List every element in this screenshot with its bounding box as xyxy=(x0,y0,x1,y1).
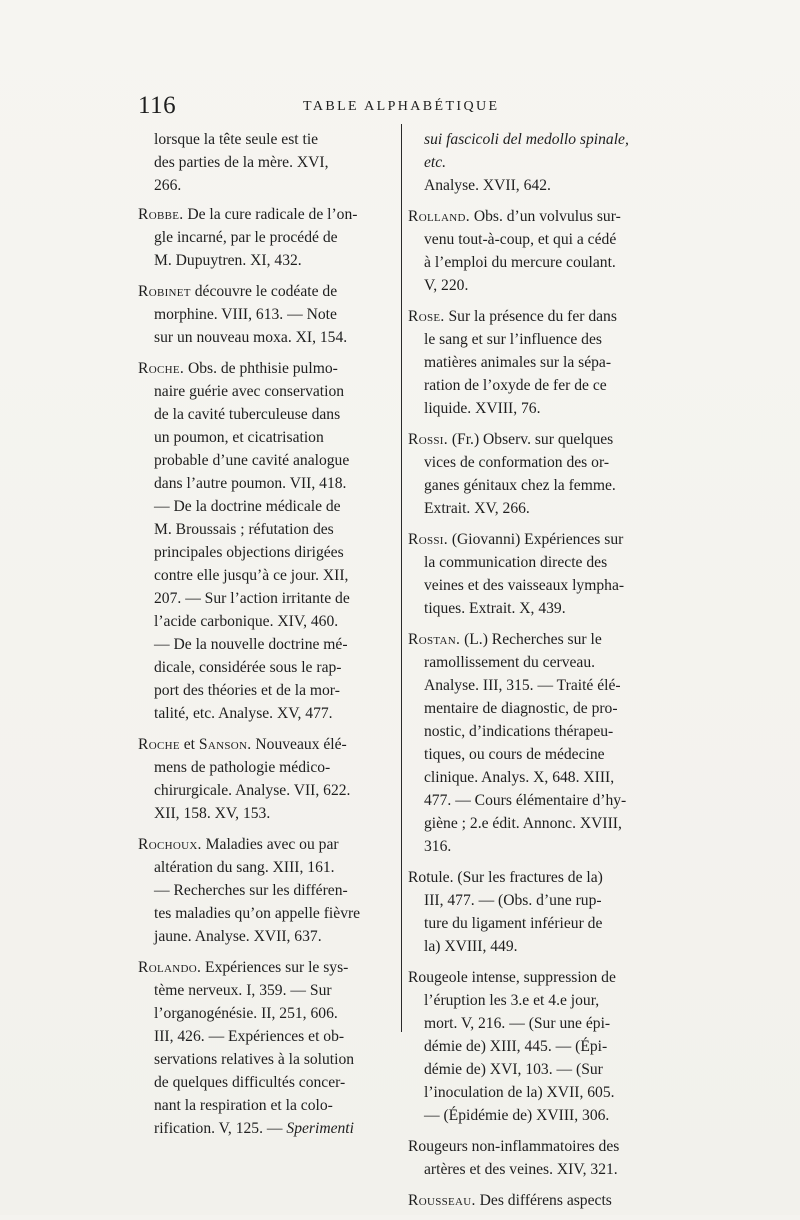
entry-text: Obs. de phthisie pulmo- xyxy=(184,360,338,377)
entry-text: port des théories et de la mor- xyxy=(154,682,340,699)
entry-line xyxy=(138,610,386,633)
entry-line xyxy=(408,251,656,274)
entry-line xyxy=(408,1012,656,1035)
entry-line xyxy=(138,656,386,679)
entry-line xyxy=(138,472,386,495)
entry-line xyxy=(408,1035,656,1058)
entry-line xyxy=(138,779,386,802)
entry-text: M. Broussais ; réfutation des xyxy=(154,521,334,538)
entry-text: tème nerveux. I, 359. — Sur xyxy=(154,982,332,999)
entry-line xyxy=(408,228,656,251)
entry-headword: Rose. xyxy=(408,308,445,325)
entry-line xyxy=(138,174,386,197)
entry-line xyxy=(138,956,386,979)
entry-line xyxy=(138,587,386,610)
entry-text: de la cavité tuberculeuse dans xyxy=(154,406,341,423)
entry-line xyxy=(408,151,656,174)
entry-text: la communication directe des xyxy=(424,554,608,571)
entry-text: nant la respiration et la colo- xyxy=(154,1097,333,1114)
entry-line xyxy=(408,789,656,812)
right-column xyxy=(408,128,656,1220)
entry-line xyxy=(408,674,656,697)
entry-text: probable d’une cavité analogue xyxy=(154,452,350,469)
entry-line xyxy=(408,989,656,1012)
entry-text: 316. xyxy=(424,838,452,855)
entry-text: giène ; 2.e édit. Annonc. XVIII, xyxy=(424,815,622,832)
entry-text: liquide. XVIII, 76. xyxy=(424,400,541,417)
index-entry xyxy=(408,305,656,420)
entry-text: venu tout-à-coup, et qui a cédé xyxy=(424,231,617,248)
entry-headword: Rolland. xyxy=(408,208,470,225)
index-entry xyxy=(408,1189,656,1212)
entry-text: Rougeole intense, suppression de xyxy=(408,969,616,986)
entry-line xyxy=(138,380,386,403)
entry-text: — (Épidémie de) XVIII, 306. xyxy=(424,1107,610,1124)
index-entry xyxy=(138,128,386,197)
entry-text: sur un nouveau moxa. XI, 154. xyxy=(154,329,348,346)
entry-line xyxy=(408,274,656,297)
entry-line xyxy=(408,174,656,197)
entry-text: tiques. Extrait. X, 439. xyxy=(424,600,566,617)
entry-text: dicale, considérée sous le rap- xyxy=(154,659,342,676)
entry-line xyxy=(138,879,386,902)
entry-text: la) XVIII, 449. xyxy=(424,938,518,955)
entry-line xyxy=(408,628,656,651)
entry-text: Extrait. XV, 266. xyxy=(424,500,530,517)
entry-text: V, 220. xyxy=(424,277,469,294)
entry-line xyxy=(138,203,386,226)
entry-text: Rotule. (Sur les fractures de la) xyxy=(408,869,603,886)
entry-line xyxy=(408,651,656,674)
entry-text: le sang et sur l’influence des xyxy=(424,331,602,348)
entry-line xyxy=(408,1104,656,1127)
entry-line xyxy=(138,756,386,779)
entry-text: (Giovanni) Expériences sur xyxy=(447,531,624,548)
entry-line xyxy=(138,1002,386,1025)
entry-line xyxy=(408,1058,656,1081)
entry-text: gle incarné, par le procédé de xyxy=(154,229,338,246)
entry-line xyxy=(408,866,656,889)
entry-headword: Sanson. xyxy=(198,736,252,753)
entry-line xyxy=(408,935,656,958)
left-column xyxy=(138,128,386,1148)
entry-text: et xyxy=(179,736,199,753)
entry-headword: Rolando. xyxy=(138,959,202,976)
page-number: 116 xyxy=(138,92,177,119)
index-entry xyxy=(408,966,656,1127)
italic-title-fragment: Sperimenti xyxy=(282,1120,354,1137)
entry-line xyxy=(408,351,656,374)
entry-headword: Rossi. xyxy=(408,431,448,448)
index-entry xyxy=(408,1135,656,1181)
entry-text: 477. — Cours élémentaire d’hy- xyxy=(424,792,627,809)
entry-line xyxy=(138,303,386,326)
entry-text: l’éruption les 3.e et 4.e jour, xyxy=(424,992,600,1009)
entry-text: 266. xyxy=(154,177,182,194)
entry-line xyxy=(138,426,386,449)
running-title: TABLE ALPHABÉTIQUE xyxy=(303,99,500,114)
entry-line xyxy=(408,912,656,935)
entry-line xyxy=(408,1158,656,1181)
entry-text: III, 477. — (Obs. d’une rup- xyxy=(424,892,602,909)
index-entry xyxy=(408,205,656,297)
entry-headword: Rossi. xyxy=(408,531,448,548)
index-entry xyxy=(408,528,656,620)
entry-line xyxy=(408,374,656,397)
index-entry xyxy=(138,203,386,272)
entry-text: Nouveaux élé- xyxy=(251,736,347,753)
entry-text: jaune. Analyse. XVII, 637. xyxy=(154,928,322,945)
entry-text: mort. V, 216. — (Sur une épi- xyxy=(424,1015,611,1032)
entry-line xyxy=(408,835,656,858)
entry-text: Expériences sur le sys- xyxy=(201,959,349,976)
entry-line xyxy=(408,743,656,766)
entry-text: sui fascicoli del medollo spinale, xyxy=(424,131,629,148)
entry-text: Analyse. III, 315. — Traité élé- xyxy=(424,677,621,694)
entry-line xyxy=(408,1135,656,1158)
index-entry xyxy=(138,833,386,948)
entry-text: matières animales sur la sépa- xyxy=(424,354,612,371)
entry-text: de quelques difficultés concer- xyxy=(154,1074,346,1091)
entry-line xyxy=(138,326,386,349)
entry-text: morphine. VIII, 613. — Note xyxy=(154,306,337,323)
entry-text: (L.) Recherches sur le xyxy=(460,631,602,648)
entry-line xyxy=(408,428,656,451)
entry-line xyxy=(138,403,386,426)
index-entry xyxy=(408,628,656,858)
entry-line xyxy=(408,397,656,420)
entry-text: naire guérie avec conservation xyxy=(154,383,345,400)
entry-line xyxy=(408,497,656,520)
index-entry xyxy=(408,428,656,520)
entry-line xyxy=(408,551,656,574)
entry-text: chirurgicale. Analyse. VII, 622. xyxy=(154,782,351,799)
entry-line xyxy=(408,451,656,474)
entry-text: artères et des veines. XIV, 321. xyxy=(424,1161,618,1178)
entry-line xyxy=(138,925,386,948)
entry-line xyxy=(138,541,386,564)
entry-line xyxy=(408,528,656,551)
entry-line xyxy=(138,679,386,702)
entry-text: ration de l’oxyde de fer de ce xyxy=(424,377,607,394)
entry-text: servations relatives à la solution xyxy=(154,1051,355,1068)
entry-line xyxy=(138,1094,386,1117)
entry-text: Analyse. XVII, 642. xyxy=(424,177,551,194)
entry-text: rification. V, 125. — xyxy=(154,1120,283,1137)
entry-text: mens de pathologie médico- xyxy=(154,759,331,776)
entry-text: tiques, ou cours de médecine xyxy=(424,746,605,763)
entry-line xyxy=(138,1071,386,1094)
entry-text: lorsque la tête seule est tie xyxy=(154,131,319,148)
entry-headword: Robinet xyxy=(138,283,191,300)
entry-headword: Robbe. xyxy=(138,206,184,223)
entry-text: etc. xyxy=(424,154,447,171)
entry-line xyxy=(138,357,386,380)
entry-text: veines et des vaisseaux lympha- xyxy=(424,577,625,594)
entry-text: mentaire de diagnostic, de pro- xyxy=(424,700,618,717)
entry-text: Rougeurs non-inflammatoires des xyxy=(408,1138,620,1155)
entry-line xyxy=(138,449,386,472)
entry-text: dans l’autre poumon. VII, 418. xyxy=(154,475,347,492)
entry-line xyxy=(408,474,656,497)
entry-text: Sur la présence du fer dans xyxy=(444,308,617,325)
page-header xyxy=(138,92,638,124)
entry-headword: Roche xyxy=(138,736,180,753)
entry-line xyxy=(408,812,656,835)
entry-line xyxy=(408,574,656,597)
entry-line xyxy=(138,902,386,925)
entry-text: découvre le codéate de xyxy=(190,283,338,300)
entry-line xyxy=(138,1025,386,1048)
entry-line xyxy=(408,697,656,720)
entry-line xyxy=(138,733,386,756)
entry-line xyxy=(408,205,656,228)
entry-line xyxy=(408,597,656,620)
index-entry xyxy=(408,128,656,174)
entry-text: des parties de la mère. XVI, xyxy=(154,154,329,171)
entry-line xyxy=(408,305,656,328)
entry-text: contre elle jusqu’à ce jour. XII, xyxy=(154,567,349,584)
entry-text: ramollissement du cerveau. xyxy=(424,654,596,671)
entry-line xyxy=(138,1048,386,1071)
entry-line xyxy=(138,495,386,518)
entry-text: 207. — Sur l’action irritante de xyxy=(154,590,350,607)
entry-text: (Fr.) Observ. sur quelques xyxy=(447,431,614,448)
entry-line xyxy=(138,226,386,249)
entry-line xyxy=(138,1117,386,1140)
entry-text: démie de) XIII, 445. — (Épi- xyxy=(424,1038,608,1055)
entry-text: — De la nouvelle doctrine mé- xyxy=(154,636,348,653)
entry-line xyxy=(138,564,386,587)
entry-line xyxy=(138,128,386,151)
entry-text: — De la doctrine médicale de xyxy=(154,498,341,515)
entry-line xyxy=(138,151,386,174)
entry-line xyxy=(408,966,656,989)
entry-line xyxy=(138,280,386,303)
entry-text: un poumon, et cicatrisation xyxy=(154,429,324,446)
entry-line xyxy=(138,833,386,856)
entry-line xyxy=(138,633,386,656)
entry-text: Des différens aspects xyxy=(475,1192,612,1209)
entry-text: Obs. d’un volvulus sur- xyxy=(469,208,621,225)
entry-text: à l’emploi du mercure coulant. xyxy=(424,254,616,271)
entry-line xyxy=(138,802,386,825)
entry-text: Maladies avec ou par xyxy=(201,836,339,853)
index-entry xyxy=(408,174,656,197)
entry-line xyxy=(408,128,656,151)
entry-line xyxy=(408,328,656,351)
entry-headword: Roche. xyxy=(138,360,185,377)
column-divider xyxy=(401,124,402,1032)
entry-text: démie de) XVI, 103. — (Sur xyxy=(424,1061,603,1078)
entry-headword: Rousseau. xyxy=(408,1192,476,1209)
entry-line xyxy=(138,856,386,879)
index-entry xyxy=(408,866,656,958)
entry-line xyxy=(408,720,656,743)
entry-text: M. Dupuytren. XI, 432. xyxy=(154,252,302,269)
entry-text: talité, etc. Analyse. XV, 477. xyxy=(154,705,333,722)
entry-text: l’organogénésie. II, 251, 606. xyxy=(154,1005,338,1022)
entry-text: principales objections dirigées xyxy=(154,544,344,561)
entry-line xyxy=(408,1081,656,1104)
entry-line xyxy=(138,249,386,272)
entry-text: l’acide carbonique. XIV, 460. xyxy=(154,613,339,630)
index-entry xyxy=(138,357,386,725)
entry-text: III, 426. — Expériences et ob- xyxy=(154,1028,345,1045)
entry-text: altération du sang. XIII, 161. xyxy=(154,859,335,876)
entry-line xyxy=(138,979,386,1002)
entry-line xyxy=(408,889,656,912)
entry-line xyxy=(408,766,656,789)
entry-text: ture du ligament inférieur de xyxy=(424,915,603,932)
entry-text: tes maladies qu’on appelle fièvre xyxy=(154,905,361,922)
index-entry xyxy=(138,956,386,1140)
entry-headword: Rochoux. xyxy=(138,836,202,853)
entry-text: ganes génitaux chez la femme. xyxy=(424,477,616,494)
entry-text: vices de conformation des or- xyxy=(424,454,610,471)
entry-line xyxy=(408,1189,656,1212)
index-entry xyxy=(138,733,386,825)
entry-headword: Rostan. xyxy=(408,631,461,648)
entry-text: — Recherches sur les différen- xyxy=(154,882,348,899)
entry-text: XII, 158. XV, 153. xyxy=(154,805,271,822)
entry-text: De la cure radicale de l’on- xyxy=(183,206,358,223)
entry-line xyxy=(138,518,386,541)
entry-text: nostic, d’indications thérapeu- xyxy=(424,723,614,740)
entry-text: clinique. Analys. X, 648. XIII, xyxy=(424,769,615,786)
entry-line xyxy=(138,702,386,725)
index-entry xyxy=(138,280,386,349)
entry-text: l’inoculation de la) XVII, 605. xyxy=(424,1084,615,1101)
